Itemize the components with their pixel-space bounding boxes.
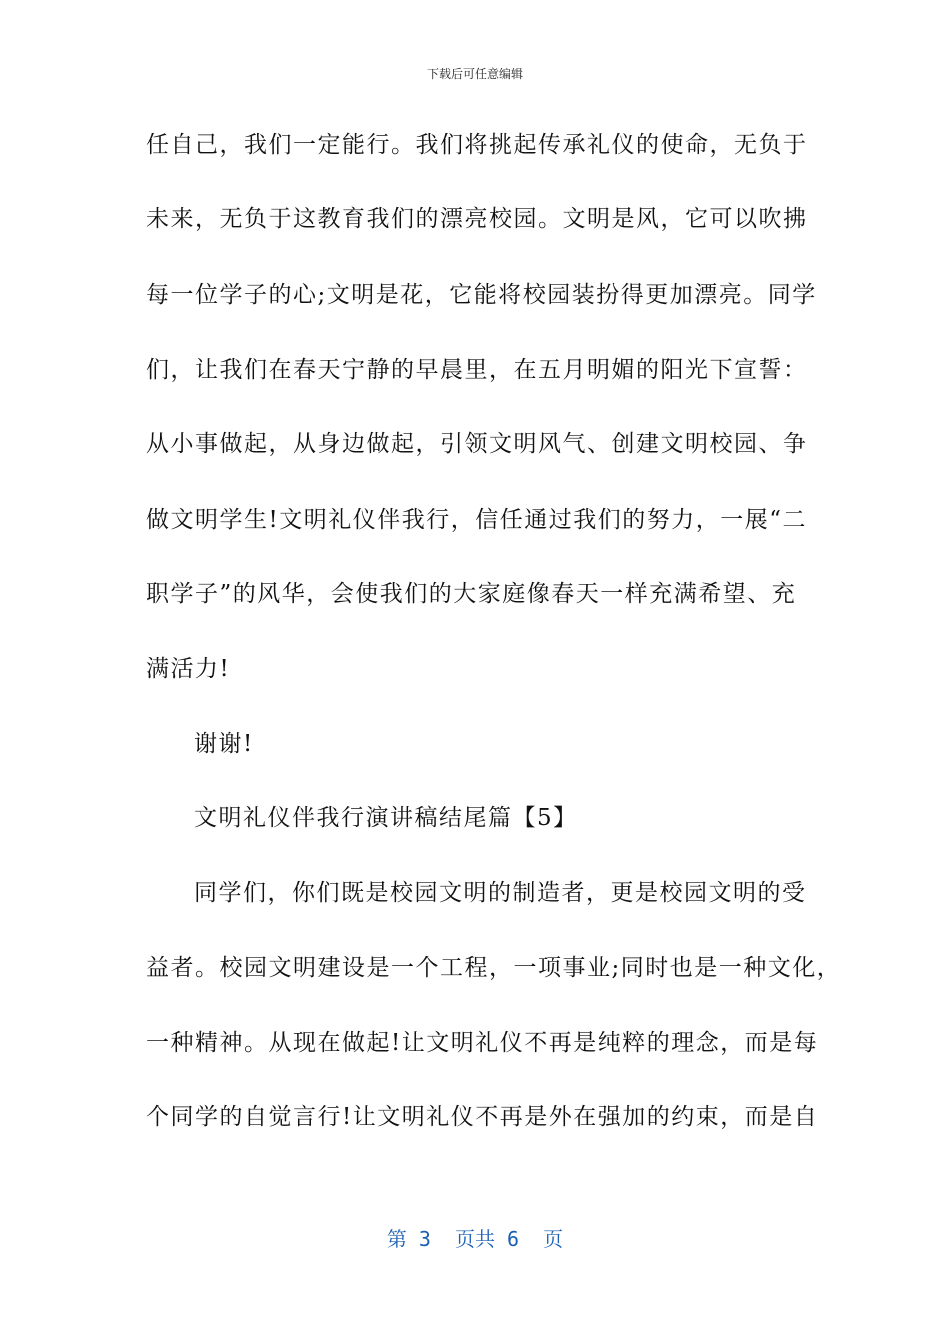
section-heading: 文明礼仪伴我行演讲稿结尾篇【5】 xyxy=(194,805,578,831)
paragraph-line: 们，让我们在春天宁静的早晨里，在五月明媚的阳光下宣誓： xyxy=(146,357,808,383)
paragraph-line: 益者。校园文明建设是一个工程，一项事业;同时也是一种文化， xyxy=(146,955,842,981)
paragraph-line: 满活力! xyxy=(146,656,231,682)
paragraph-line: 做文明学生!文明礼仪伴我行，信任通过我们的努力，一展“二 xyxy=(146,507,808,533)
paragraph-line: 从小事做起，从身边做起，引领文明风气、创建文明校园、争 xyxy=(146,431,808,457)
page-header: 下载后可任意编辑 xyxy=(426,67,523,81)
page-number-footer: 第 3 页共 6 页 xyxy=(386,1227,564,1251)
paragraph-line: 每一位学子的心;文明是花，它能将校园装扮得更加漂亮。同学 xyxy=(146,282,817,308)
paragraph-line: 一种精神。从现在做起!让文明礼仪不再是纯粹的理念，而是每 xyxy=(146,1030,819,1056)
paragraph-line: 职学子”的风华，会使我们的大家庭像春天一样充满希望、充 xyxy=(146,581,797,607)
paragraph-line: 未来，无负于这教育我们的漂亮校园。文明是风，它可以吹拂 xyxy=(146,206,808,232)
paragraph-line: 任自己，我们一定能行。我们将挑起传承礼仪的使命，无负于 xyxy=(146,132,808,158)
closing-thanks: 谢谢! xyxy=(194,731,254,757)
paragraph-line: 同学们，你们既是校园文明的制造者，更是校园文明的受 xyxy=(194,880,807,906)
paragraph-line: 个同学的自觉言行!让文明礼仪不再是外在强加的约束，而是自 xyxy=(146,1104,819,1130)
